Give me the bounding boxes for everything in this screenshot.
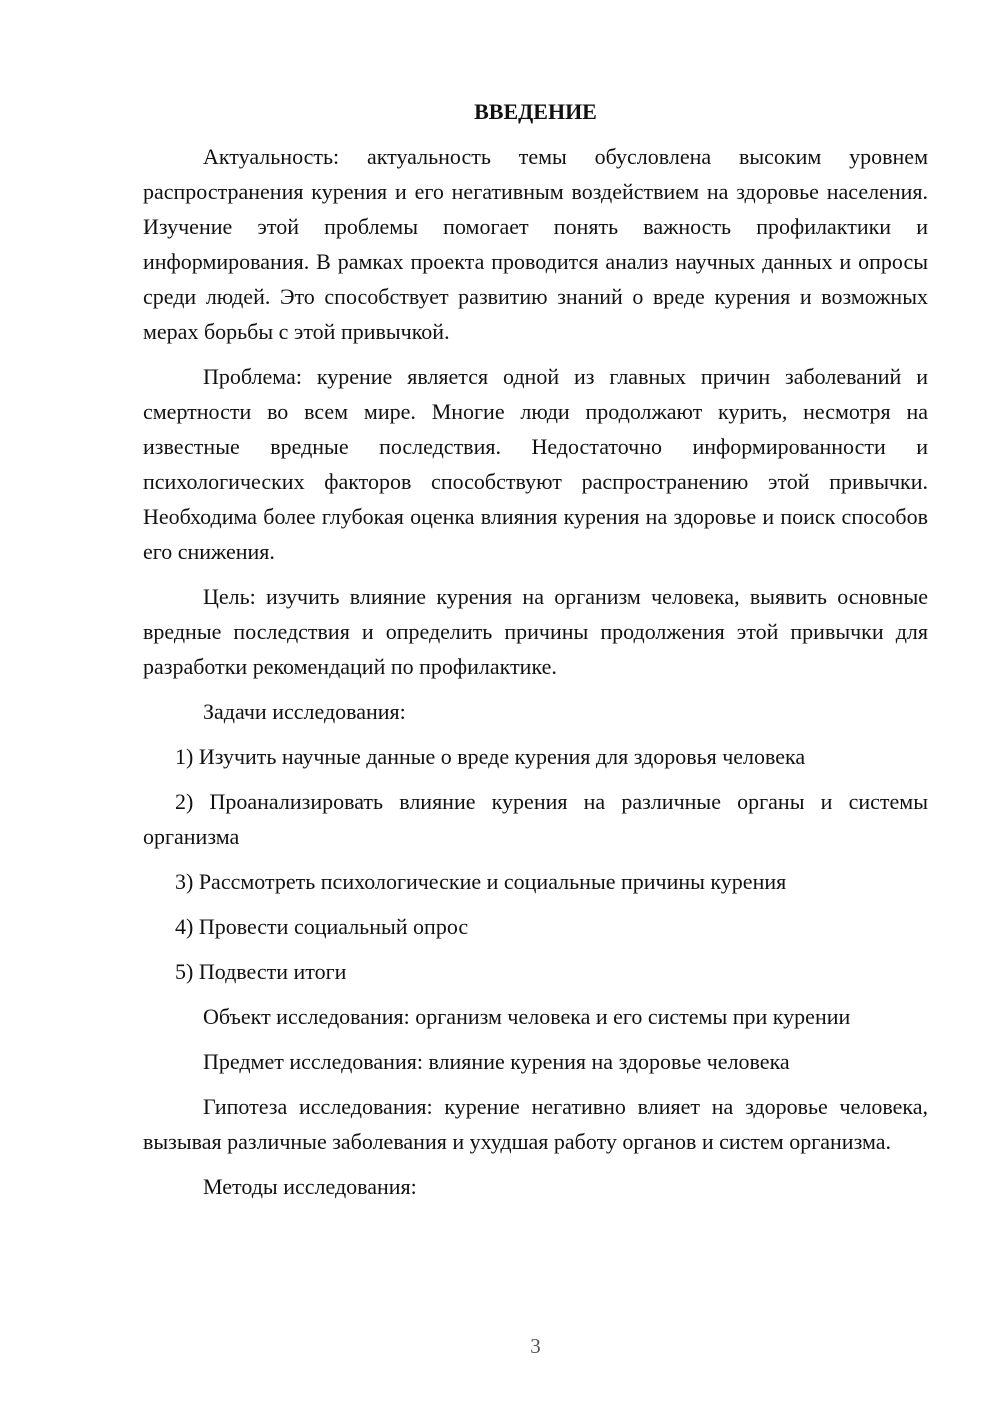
paragraph-subject: Предмет исследования: влияние курения на здоровье человека [203,1049,790,1074]
task-item-2: 2) Проанализировать влияние курения на различные органы и системы организма [143,789,928,849]
page-number: 3 [530,1334,541,1358]
paragraph-relevance: Актуальность: актуальность темы обусловлена высоким уровнем распространения курения и его негативным воздействием на здоровье населения. Изучение этой проблемы помогает понять важность профилактики и информирования. В рамках проекта проводится анализ научных данных и опросы среди людей. Это способствует развитию знаний о вреде курения и возможных мерах борьбы с этой привычкой. [143,144,928,344]
paragraph-object: Объект исследования: организм человека и его системы при курении [203,1004,851,1029]
paragraph-methods: Методы исследования: [203,1174,417,1199]
paragraph-goal: Цель: изучить влияние курения на организм человека, выявить основные вредные последствия и определить причины продолжения этой привычки для разработки рекомендаций по профилактике. [143,584,928,679]
task-item-4: 4) Провести социальный опрос [175,914,469,939]
paragraph-problem: Проблема: курение является одной из главных причин заболеваний и смертности во всем мире. Многие люди продолжают курить, несмотря на известные вредные последствия. Недостаточно информированности и психологических факторов способствуют распространению этой привычки. Необходима более глубокая оценка влияния курения на здоровье и поиск способов его снижения. [143,364,928,564]
task-item-1: 1) Изучить научные данные о вреде курения для здоровья человека [175,744,806,769]
paragraph-hypothesis: Гипотеза исследования: курение негативно влияет на здоровье человека, вызывая различные заболевания и ухудшая работу органов и систем организма. [143,1094,928,1154]
document-body [143,94,928,1214]
paragraph-tasks-heading: Задачи исследования: [203,699,406,724]
task-item-3: 3) Рассмотреть психологические и социальные причины курения [175,869,787,894]
task-item-5: 5) Подвести итоги [175,959,347,984]
section-title: ВВЕДЕНИЕ [474,99,597,124]
